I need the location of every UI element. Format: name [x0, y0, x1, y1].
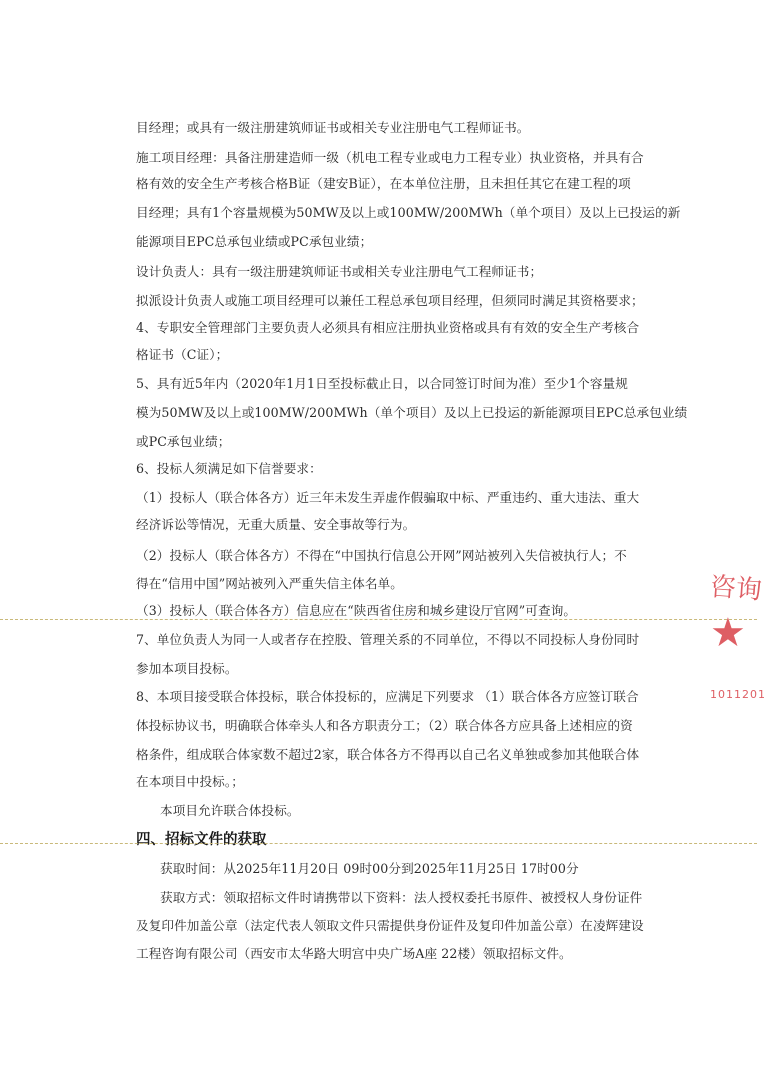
body-line: 或PC承包业绩；: [136, 434, 231, 449]
body-line: 4、专职安全管理部门主要负责人必须具有相应注册执业资格或具有有效的安全生产考核合: [136, 320, 640, 335]
section-line: 工程咨询有限公司（西安市太华路大明宫中央广场A座 22楼）领取招标文件。: [136, 946, 572, 961]
scan-fold-line: [0, 619, 757, 620]
section-line: 及复印件加盖公章（法定代表人领取文件只需提供身份证件及复印件加盖公章）在凌辉建设: [136, 918, 644, 933]
body-line: 7、单位负责人为同一人或者存在控股、管理关系的不同单位，不得以不同投标人身份同时: [136, 632, 640, 647]
body-line: 体投标协议书，明确联合体牵头人和各方职责分工；（2）联合体各方应具备上述相应的资: [136, 718, 633, 733]
seal-text: 咨询: [708, 572, 763, 606]
seal-number: 1011201: [710, 688, 766, 701]
body-line: 目经理；或具有一级注册建筑师证书或相关专业注册电气工程师证书。: [136, 120, 530, 135]
body-line: 设计负责人：具有一级注册建筑师证书或相关专业注册电气工程师证书；: [136, 264, 543, 279]
body-line: 经济诉讼等情况，无重大质量、安全事故等行为。: [136, 517, 416, 532]
company-seal: [696, 548, 776, 728]
body-line: 6、投标人须满足如下信誉要求：: [136, 461, 322, 476]
section-line: 获取方式：领取招标文件时请携带以下资料：法人授权委托书原件、被授权人身份证件: [160, 890, 643, 905]
body-line: 5、具有近5年内（2020年1月1日至投标截止日，以合同签订时间为准）至少1个容量规: [136, 376, 628, 391]
body-line: （2）投标人（联合体各方）不得在“中国执行信息公开网”网站被列入失信被执行人；不: [136, 548, 627, 563]
section-heading: 四、招标文件的获取: [136, 832, 267, 848]
body-line: 格证书（C证）；: [136, 347, 229, 362]
body-line: 施工项目经理：具备注册建造师一级（机电工程专业或电力工程专业）执业资格，并具有合: [136, 150, 644, 165]
star-icon: ★: [710, 610, 746, 656]
body-line: 目经理；具有1个容量规模为50MW及以上或100MW/200MWh（单个项目）及以上已投运的新: [136, 205, 681, 220]
body-line: 在本项目中投标。；: [136, 774, 244, 789]
body-line: 得在“信用中国”网站被列入严重失信主体名单。: [136, 576, 403, 591]
body-line: 能源项目EPC总承包业绩或PC承包业绩；: [136, 234, 373, 249]
body-line: 格条件，组成联合体家数不超过2家，联合体各方不得再以自己名义单独或参加其他联合体: [136, 747, 640, 762]
body-line: 参加本项目投标。: [136, 661, 238, 676]
body-line: 本项目允许联合体投标。: [160, 803, 300, 818]
body-line: （1）投标人（联合体各方）近三年未发生弄虚作假骗取中标、严重违约、重大违法、重大: [136, 490, 640, 505]
body-line: （3）投标人（联合体各方）信息应在“陕西省住房和城乡建设厅官网”可查询。: [136, 603, 577, 618]
body-line: 拟派设计负责人或施工项目经理可以兼任工程总承包项目经理，但须同时满足其资格要求；: [136, 293, 644, 308]
body-line: 格有效的安全生产考核合格B证（建安B证），在本单位注册，且未担任其它在建工程的项: [136, 176, 631, 191]
scan-fold-line: [0, 843, 757, 844]
body-line: 8、本项目接受联合体投标，联合体投标的，应满足下列要求 （1）联合体各方应签订联合: [136, 689, 639, 704]
body-line: 模为50MW及以上或100MW/200MWh（单个项目）及以上已投运的新能源项目EPC总承包业绩: [136, 405, 688, 420]
section-line: 获取时间：从2025年11月20日 09时00分到2025年11月25日 17时00分: [160, 861, 579, 876]
